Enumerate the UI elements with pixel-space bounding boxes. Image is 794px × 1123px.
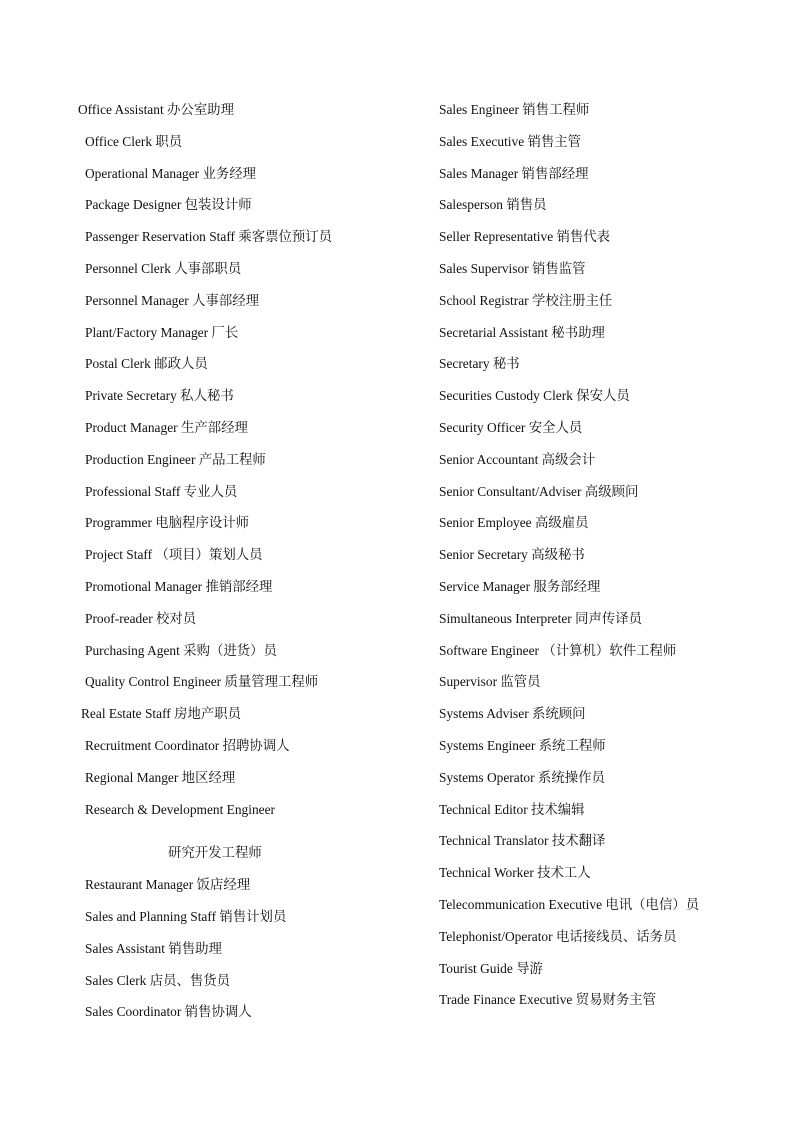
list-item: Technical Translator 技术翻译: [439, 833, 606, 849]
list-item-continuation: 研究开发工程师: [168, 845, 262, 861]
list-item: School Registrar 学校注册主任: [439, 292, 613, 308]
list-item: Personnel Manager 人事部经理: [85, 292, 260, 308]
list-item: Senior Secretary 高级秘书: [439, 547, 585, 563]
list-item: Regional Manger 地区经理: [85, 769, 236, 785]
list-item: Supervisor 监管员: [439, 674, 541, 690]
list-item: Sales Supervisor 销售监管: [439, 260, 586, 276]
list-item: Sales Clerk 店员、售货员: [85, 972, 231, 988]
list-item: Sales Executive 销售主管: [439, 133, 582, 149]
list-item: Quality Control Engineer 质量管理工程师: [85, 674, 319, 690]
list-item: Senior Accountant 高级会计: [439, 451, 596, 467]
list-item: Systems Operator 系统操作员: [439, 769, 605, 785]
list-item: Product Manager 生产部经理: [85, 419, 248, 435]
list-item: Software Engineer （计算机）软件工程师: [439, 642, 677, 658]
list-item: Seller Representative 销售代表: [439, 229, 611, 245]
list-item: Systems Adviser 系统顾问: [439, 706, 586, 722]
list-item: Sales Coordinator 销售协调人: [85, 1004, 252, 1020]
list-item: Securities Custody Clerk 保安人员: [439, 388, 630, 404]
list-item: Simultaneous Interpreter 同声传译员: [439, 610, 643, 626]
list-item: Technical Worker 技术工人: [439, 865, 591, 881]
list-item: Passenger Reservation Staff 乘客票位预订员: [85, 229, 333, 245]
list-item: Systems Engineer 系统工程师: [439, 737, 606, 753]
list-item: Senior Consultant/Adviser 高级顾问: [439, 483, 639, 499]
list-item: Recruitment Coordinator 招聘协调人: [85, 737, 290, 753]
list-item: Private Secretary 私人秘书: [85, 388, 234, 404]
list-item: Telecommunication Executive 电讯（电信）员: [439, 896, 700, 912]
list-item: Professional Staff 专业人员: [85, 483, 238, 499]
list-item: Restaurant Manager 饭店经理: [85, 877, 251, 893]
list-item: Security Officer 安全人员: [439, 419, 583, 435]
list-item: Secretarial Assistant 秘书助理: [439, 324, 605, 340]
list-item: Sales Assistant 销售助理: [85, 940, 222, 956]
list-item: Operational Manager 业务经理: [85, 165, 257, 181]
list-item: Proof-reader 校对员: [85, 610, 197, 626]
list-item: Postal Clerk 邮政人员: [85, 356, 208, 372]
list-item: Senior Employee 高级雇员: [439, 515, 589, 531]
list-item: Real Estate Staff 房地产职员: [81, 706, 242, 722]
list-item: Project Staff （项目）策划人员: [85, 547, 263, 563]
list-item: Telephonist/Operator 电话接线员、话务员: [439, 928, 677, 944]
list-item: Trade Finance Executive 贸易财务主管: [439, 992, 657, 1008]
list-item: Purchasing Agent 采购（进货）员: [85, 642, 277, 658]
list-item: Office Clerk 职员: [85, 133, 183, 149]
list-item: Sales and Planning Staff 销售计划员: [85, 908, 287, 924]
list-item: Office Assistant 办公室助理: [78, 102, 234, 117]
list-item: Service Manager 服务部经理: [439, 578, 601, 594]
list-item: Tourist Guide 导游: [439, 960, 543, 976]
list-item: Technical Editor 技术编辑: [439, 801, 585, 817]
list-item: Sales Manager 销售部经理: [439, 165, 589, 181]
list-item: Personnel Clerk 人事部职员: [85, 260, 242, 276]
list-item: Package Designer 包装设计师: [85, 197, 252, 213]
list-item: Production Engineer 产品工程师: [85, 451, 266, 467]
list-item: Plant/Factory Manager 厂长: [85, 324, 239, 340]
left-column: [78, 100, 418, 1034]
right-column: [439, 100, 769, 1022]
list-item: Sales Engineer 销售工程师: [439, 102, 590, 117]
list-item: Salesperson 销售员: [439, 197, 547, 213]
list-item: Research & Development Engineer: [85, 801, 275, 817]
list-item: Secretary 秘书: [439, 356, 520, 372]
list-item: Programmer 电脑程序设计师: [85, 515, 250, 531]
list-item: Promotional Manager 推销部经理: [85, 578, 273, 594]
